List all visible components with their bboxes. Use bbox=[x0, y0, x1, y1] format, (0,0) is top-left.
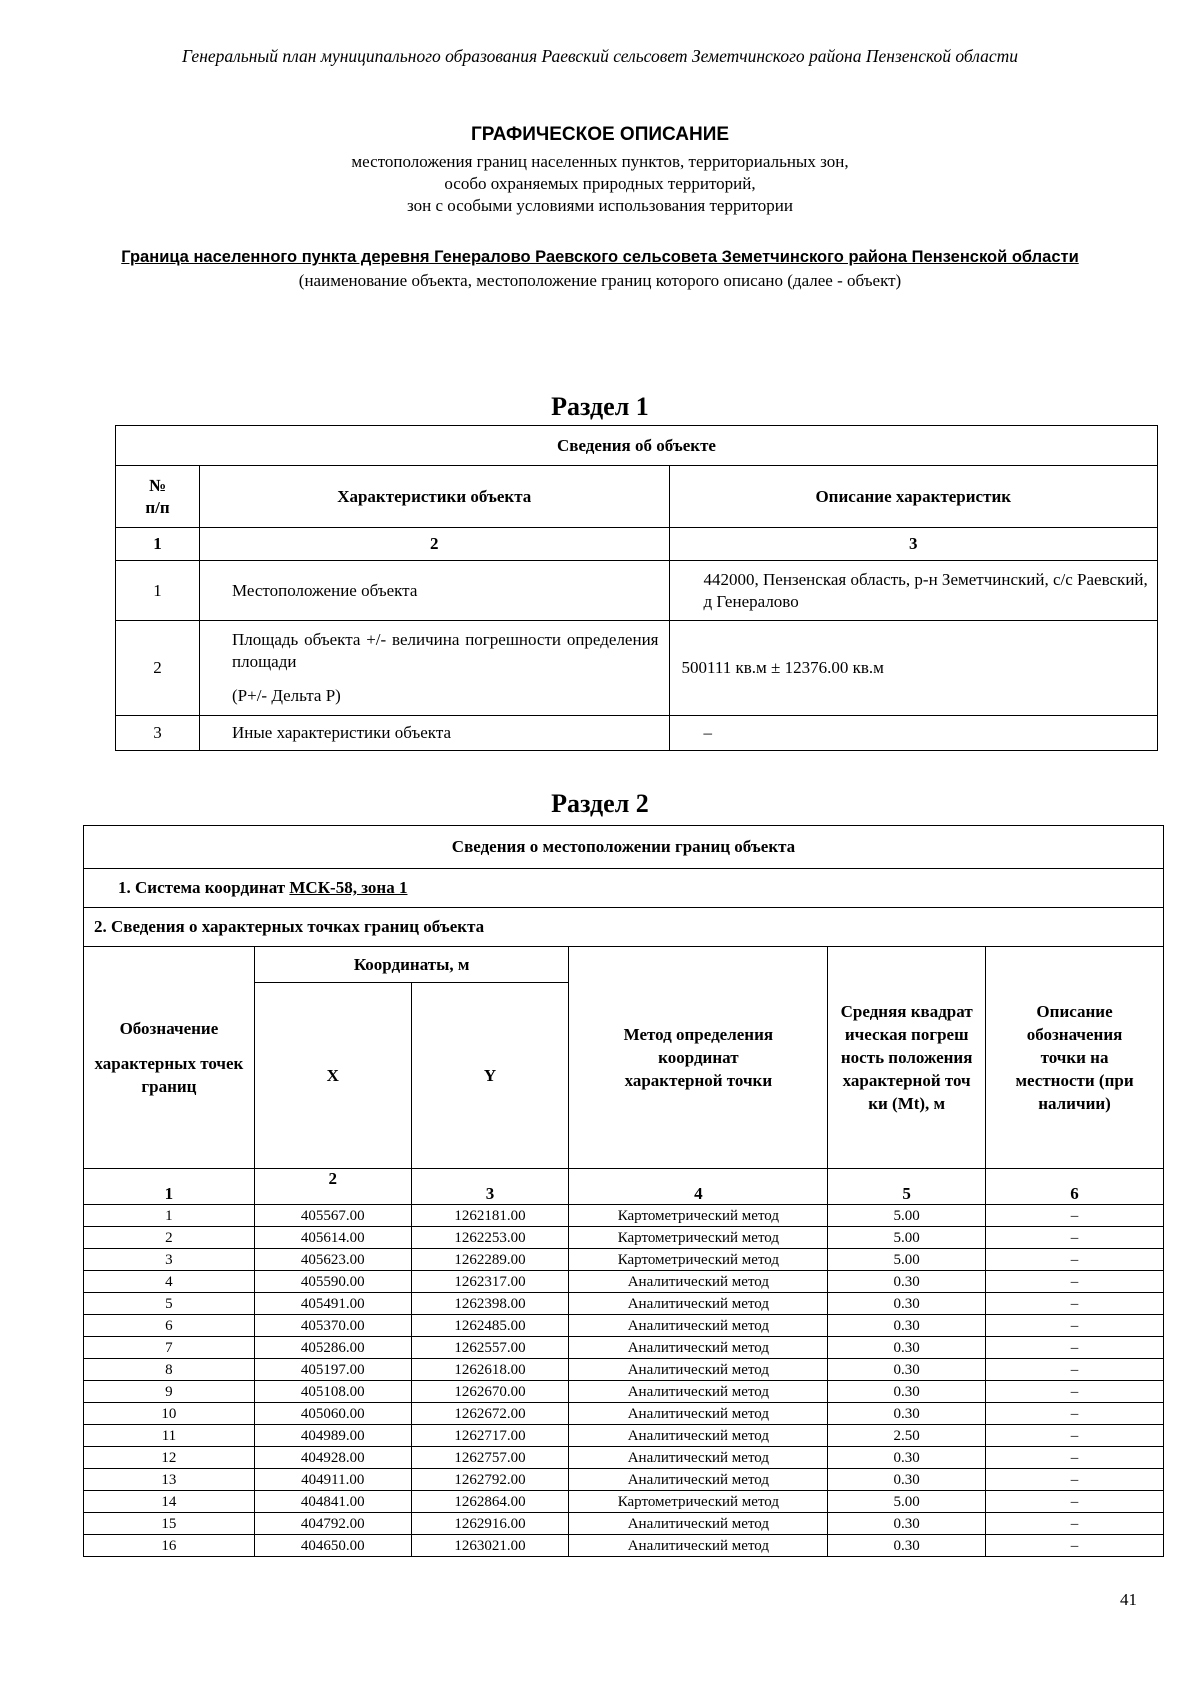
point-y: 1262181.00 bbox=[411, 1205, 569, 1227]
table-row bbox=[84, 1513, 1164, 1535]
row-num: 2 bbox=[116, 621, 200, 716]
point-description: – bbox=[986, 1337, 1164, 1359]
point-error: 0.30 bbox=[828, 1359, 986, 1381]
point-x: 405286.00 bbox=[254, 1337, 411, 1359]
point-method: Картометрический метод bbox=[569, 1491, 828, 1513]
col-number-2: 2 bbox=[254, 1169, 411, 1205]
point-description: – bbox=[986, 1469, 1164, 1491]
point-description: – bbox=[986, 1403, 1164, 1425]
point-description: – bbox=[986, 1425, 1164, 1447]
row-name-note: (P+/- Дельта P) bbox=[231, 686, 341, 705]
error-header: Средняя квадратическая погрешность положения характерной точки (Mt), м bbox=[828, 947, 986, 1169]
table-row bbox=[84, 1469, 1164, 1491]
point-y: 1262485.00 bbox=[411, 1315, 569, 1337]
table-row bbox=[84, 1535, 1164, 1557]
point-x: 405590.00 bbox=[254, 1271, 411, 1293]
table-row bbox=[84, 1205, 1164, 1227]
point-y: 1263021.00 bbox=[411, 1535, 569, 1557]
point-y: 1262757.00 bbox=[411, 1447, 569, 1469]
row-num: 3 bbox=[116, 716, 200, 751]
point-number: 2 bbox=[84, 1227, 255, 1249]
point-error: 5.00 bbox=[828, 1205, 986, 1227]
point-description: – bbox=[986, 1381, 1164, 1403]
table-row bbox=[84, 1227, 1164, 1249]
point-error: 2.50 bbox=[828, 1425, 986, 1447]
point-number: 16 bbox=[84, 1535, 255, 1557]
table-row bbox=[84, 1249, 1164, 1271]
point-method: Аналитический метод bbox=[569, 1425, 828, 1447]
point-description: – bbox=[986, 1315, 1164, 1337]
col-header-description: Описание характеристик bbox=[669, 466, 1158, 528]
table-row bbox=[116, 561, 1158, 621]
table-row bbox=[116, 716, 1158, 751]
table-row bbox=[84, 1337, 1164, 1359]
point-x: 405060.00 bbox=[254, 1403, 411, 1425]
point-method: Аналитический метод bbox=[569, 1447, 828, 1469]
x-header: X bbox=[254, 983, 411, 1169]
point-y: 1262253.00 bbox=[411, 1227, 569, 1249]
table-row bbox=[84, 1425, 1164, 1447]
points-heading: 2. Сведения о характерных точках границ объекта bbox=[84, 908, 1164, 947]
point-description: – bbox=[986, 1513, 1164, 1535]
point-method: Картометрический метод bbox=[569, 1227, 828, 1249]
point-error: 5.00 bbox=[828, 1227, 986, 1249]
row-name: Местоположение объекта bbox=[199, 561, 669, 621]
point-description: – bbox=[986, 1271, 1164, 1293]
point-method: Картометрический метод bbox=[569, 1249, 828, 1271]
table-row bbox=[84, 1359, 1164, 1381]
point-x: 404841.00 bbox=[254, 1491, 411, 1513]
point-x: 405491.00 bbox=[254, 1293, 411, 1315]
point-number: 7 bbox=[84, 1337, 255, 1359]
col-number-4: 4 bbox=[569, 1169, 828, 1205]
points-body bbox=[84, 1205, 1164, 1557]
point-number: 8 bbox=[84, 1359, 255, 1381]
section-1-title: Раздел 1 bbox=[551, 392, 649, 421]
object-name: Граница населенного пункта деревня Генералово Раевского сельсовета Земетчинского района Пензенской области bbox=[121, 248, 1079, 266]
point-description: – bbox=[986, 1293, 1164, 1315]
point-method: Аналитический метод bbox=[569, 1359, 828, 1381]
point-y: 1262672.00 bbox=[411, 1403, 569, 1425]
point-number: 1 bbox=[84, 1205, 255, 1227]
description-header: Описание обозначения точки на местности (при наличии) bbox=[986, 947, 1164, 1169]
row-value: 500111 кв.м ± 12376.00 кв.м bbox=[669, 621, 1158, 716]
point-error: 0.30 bbox=[828, 1513, 986, 1535]
table-row bbox=[84, 1447, 1164, 1469]
coord-system-value: МСК-58, зона 1 bbox=[289, 878, 408, 897]
point-error: 0.30 bbox=[828, 1535, 986, 1557]
boundary-points-table bbox=[83, 825, 1164, 1557]
row-value: 442000, Пензенская область, р-н Земетчинский, с/с Раевский, д Генералово bbox=[669, 561, 1158, 621]
point-error: 0.30 bbox=[828, 1293, 986, 1315]
point-number: 9 bbox=[84, 1381, 255, 1403]
page-number: 41 bbox=[1120, 1590, 1137, 1609]
point-description: – bbox=[986, 1205, 1164, 1227]
coordinates-header: Координаты, м bbox=[254, 947, 569, 983]
col-number-2: 2 bbox=[199, 528, 669, 561]
col-number-1: 1 bbox=[84, 1169, 255, 1205]
point-x: 405614.00 bbox=[254, 1227, 411, 1249]
point-error: 0.30 bbox=[828, 1403, 986, 1425]
point-error: 0.30 bbox=[828, 1337, 986, 1359]
object-note: (наименование объекта, местоположение границ которого описано (далее - объект) bbox=[298, 271, 902, 290]
point-x: 405370.00 bbox=[254, 1315, 411, 1337]
method-header: Метод определения координат характерной точки bbox=[569, 947, 828, 1169]
point-x: 405108.00 bbox=[254, 1381, 411, 1403]
point-y: 1262557.00 bbox=[411, 1337, 569, 1359]
point-y: 1262398.00 bbox=[411, 1293, 569, 1315]
point-description: – bbox=[986, 1249, 1164, 1271]
table-row bbox=[84, 1293, 1164, 1315]
y-header: Y bbox=[411, 983, 569, 1169]
col-number-5: 5 bbox=[828, 1169, 986, 1205]
point-y: 1262618.00 bbox=[411, 1359, 569, 1381]
point-x: 405567.00 bbox=[254, 1205, 411, 1227]
table-row bbox=[84, 1491, 1164, 1513]
coord-system-label: 1. Система координат bbox=[118, 878, 286, 897]
point-description: – bbox=[986, 1491, 1164, 1513]
point-number: 11 bbox=[84, 1425, 255, 1447]
row-value: – bbox=[669, 716, 1158, 751]
subtitle-line-1: местоположения границ населенных пунктов, территориальных зон, bbox=[351, 152, 849, 171]
point-method: Картометрический метод bbox=[569, 1205, 828, 1227]
point-x: 404989.00 bbox=[254, 1425, 411, 1447]
col-number-3: 3 bbox=[669, 528, 1158, 561]
point-x: 405197.00 bbox=[254, 1359, 411, 1381]
point-error: 5.00 bbox=[828, 1249, 986, 1271]
point-description: – bbox=[986, 1535, 1164, 1557]
subtitle-line-3: зон с особыми условиями использования территории bbox=[407, 196, 793, 215]
point-y: 1262317.00 bbox=[411, 1271, 569, 1293]
point-y: 1262916.00 bbox=[411, 1513, 569, 1535]
point-error: 5.00 bbox=[828, 1491, 986, 1513]
object-info-table-title: Сведения об объекте bbox=[116, 426, 1158, 466]
section-2-title: Раздел 2 bbox=[551, 789, 649, 818]
col-number-1: 1 bbox=[116, 528, 200, 561]
point-method: Аналитический метод bbox=[569, 1381, 828, 1403]
point-number: 5 bbox=[84, 1293, 255, 1315]
row-num: 1 bbox=[116, 561, 200, 621]
point-number: 13 bbox=[84, 1469, 255, 1491]
point-y: 1262792.00 bbox=[411, 1469, 569, 1491]
point-description: – bbox=[986, 1447, 1164, 1469]
point-method: Аналитический метод bbox=[569, 1337, 828, 1359]
point-x: 404792.00 bbox=[254, 1513, 411, 1535]
point-y: 1262670.00 bbox=[411, 1381, 569, 1403]
point-x: 404911.00 bbox=[254, 1469, 411, 1491]
point-description: – bbox=[986, 1227, 1164, 1249]
point-error: 0.30 bbox=[828, 1447, 986, 1469]
subtitle-line-2: особо охраняемых природных территорий, bbox=[444, 174, 756, 193]
point-number: 15 bbox=[84, 1513, 255, 1535]
point-error: 0.30 bbox=[828, 1315, 986, 1337]
point-error: 0.30 bbox=[828, 1271, 986, 1293]
point-method: Аналитический метод bbox=[569, 1271, 828, 1293]
point-method: Аналитический метод bbox=[569, 1293, 828, 1315]
point-description: – bbox=[986, 1359, 1164, 1381]
row-name: Иные характеристики объекта bbox=[199, 716, 669, 751]
point-method: Аналитический метод bbox=[569, 1315, 828, 1337]
table-row bbox=[116, 621, 1158, 716]
point-method: Аналитический метод bbox=[569, 1513, 828, 1535]
point-number: 10 bbox=[84, 1403, 255, 1425]
point-number: 14 bbox=[84, 1491, 255, 1513]
point-x: 404650.00 bbox=[254, 1535, 411, 1557]
point-y: 1262864.00 bbox=[411, 1491, 569, 1513]
point-number: 3 bbox=[84, 1249, 255, 1271]
point-number: 4 bbox=[84, 1271, 255, 1293]
boundary-table-title: Сведения о местоположении границ объекта bbox=[84, 826, 1164, 869]
table-row bbox=[84, 1315, 1164, 1337]
object-info-table bbox=[115, 425, 1158, 751]
col-header-characteristics: Характеристики объекта bbox=[199, 466, 669, 528]
point-method: Аналитический метод bbox=[569, 1403, 828, 1425]
table-row bbox=[84, 1403, 1164, 1425]
point-error: 0.30 bbox=[828, 1469, 986, 1491]
col-number-3: 3 bbox=[411, 1169, 569, 1205]
point-number: 12 bbox=[84, 1447, 255, 1469]
designation-header-line-1: Обозначение bbox=[119, 1019, 219, 1038]
point-number: 6 bbox=[84, 1315, 255, 1337]
row-name: Площадь объекта +/- величина погрешности определения площади bbox=[231, 630, 659, 671]
point-x: 405623.00 bbox=[254, 1249, 411, 1271]
point-error: 0.30 bbox=[828, 1381, 986, 1403]
running-header: Генеральный план муниципального образования Раевский сельсовет Земетчинского района Пензенской области bbox=[182, 46, 1018, 66]
col-number-6: 6 bbox=[986, 1169, 1164, 1205]
document-title: ГРАФИЧЕСКОЕ ОПИСАНИЕ bbox=[470, 124, 730, 145]
col-header-num: № п/п bbox=[116, 466, 200, 528]
point-x: 404928.00 bbox=[254, 1447, 411, 1469]
table-row bbox=[84, 1381, 1164, 1403]
point-y: 1262717.00 bbox=[411, 1425, 569, 1447]
table-row bbox=[84, 1271, 1164, 1293]
point-method: Аналитический метод bbox=[569, 1535, 828, 1557]
designation-header-line-2: характерных точек границ bbox=[94, 1054, 244, 1096]
point-method: Аналитический метод bbox=[569, 1469, 828, 1491]
point-y: 1262289.00 bbox=[411, 1249, 569, 1271]
